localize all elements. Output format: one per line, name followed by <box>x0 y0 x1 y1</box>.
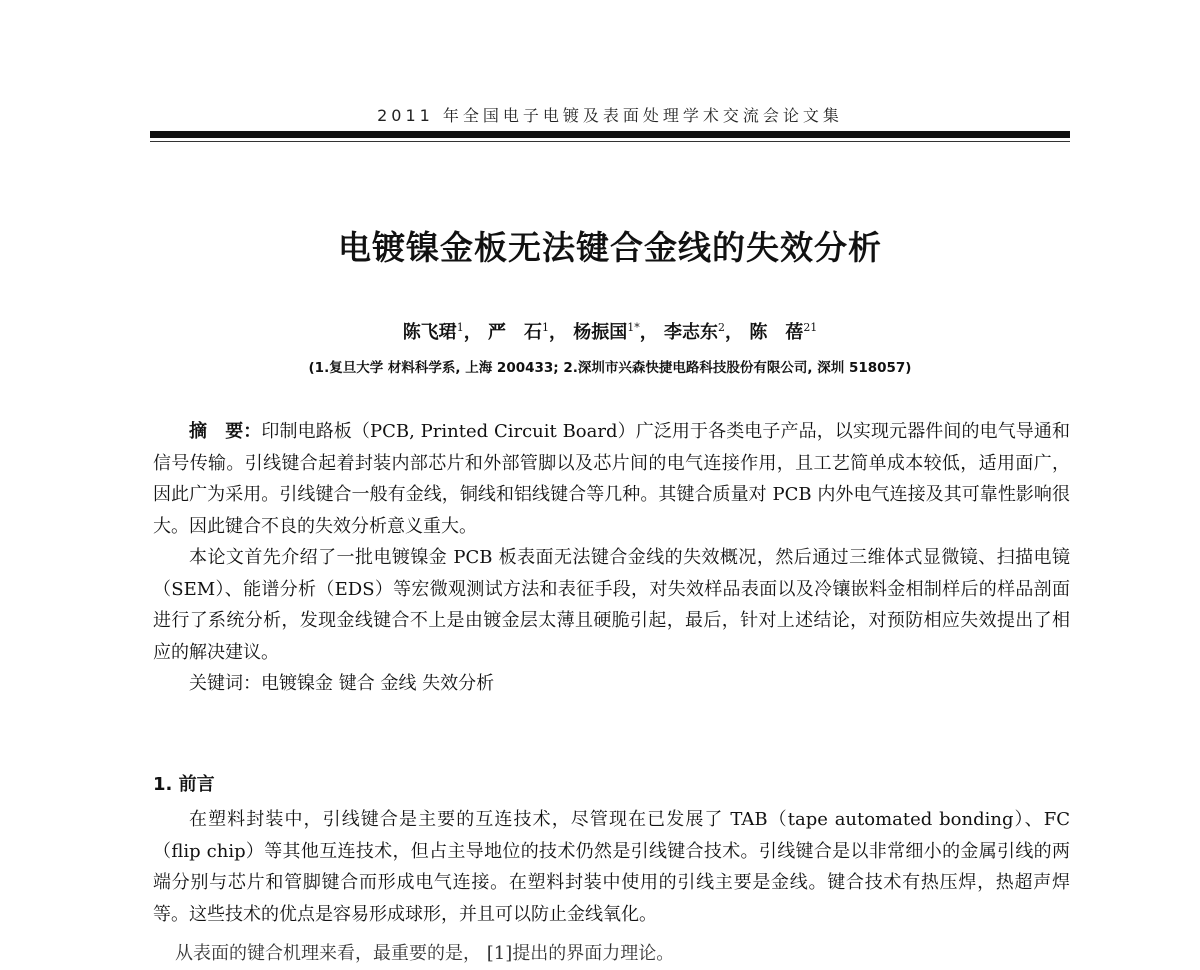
author-affiliation-mark: 1* <box>627 321 640 334</box>
abstract-block <box>153 416 1070 700</box>
author-name: 杨振国 <box>573 322 628 343</box>
author-name: 陈 蓓 <box>749 322 804 343</box>
abstract-paragraph-1 <box>153 416 1070 542</box>
introduction-paragraph-1: 在塑料封装中，引线键合是主要的互连技术，尽管现在已发展了 TAB（tape automated bonding）、FC（flip chip）等其他互连技术，但占主导地位的技术仍然是引线键合技术。引线键合是以非常细小的金属引线的两端分别与芯片和管脚键合而形成电气连接。在塑料封装中使用的引线主要是金线。键合技术有热压焊，热超声焊等。这些技术的优点是容易形成球形，并且可以防止金线氧化。 <box>153 809 1070 925</box>
keywords-text: 电镀镍金 键合 金线 失效分析 <box>261 673 495 694</box>
keywords-label: 关键词： <box>189 673 261 694</box>
author-affiliation-mark: 21 <box>803 321 818 334</box>
abstract-paragraph-2: 本论文首先介绍了一批电镀镍金 PCB 板表面无法键合金线的失效概况，然后通过三维体式显微镜、扫描电镜（SEM）、能谱分析（EDS）等宏微观测试方法和表征手段，对失效样品表面以及冷镶嵌料金相制样后的样品剖面进行了系统分析，发现金线键合不上是由镀金层太薄且硬脆引起，最后，针对上述结论，对预防相应失效提出了相应的解决建议。 <box>153 547 1070 663</box>
keywords-line <box>153 668 1070 700</box>
affiliation-line: (1.复旦大学 材料科学系, 上海 200433; 2.深圳市兴森快捷电路科技股份有限公司, 深圳 518057) <box>308 360 912 376</box>
abstract-text-1: 印制电路板（PCB, Printed Circuit Board）广泛用于各类电子产品，以实现元器件间的电气导通和信号传输。引线键合起着封装内部芯片和外部管脚以及芯片间的电气连接作用，且工艺简单成本较低，适用面广，因此广为采用。引线键合一般有金线，铜线和铝线键合等几种。其键合质量对 PCB 内外电气连接及其可靠性影响很大。因此键合不良的失效分析意义重大。 <box>153 421 1070 537</box>
author-separator: ， <box>725 322 744 343</box>
abstract-label: 摘 要： <box>189 421 262 442</box>
author-affiliation-mark: 2 <box>718 321 726 334</box>
author-name: 陈飞珺 <box>402 322 457 343</box>
introduction-body <box>153 804 1070 930</box>
paper-title: 电镀镍金板无法键合金线的失效分析 <box>338 228 882 267</box>
author-separator: ， <box>639 322 658 343</box>
section-heading-introduction: 1. 前言 <box>153 774 215 795</box>
author-separator: ， <box>463 322 482 343</box>
author-affiliation-mark: 1 <box>541 321 549 334</box>
author-separator: ， <box>548 322 567 343</box>
author-affiliation-mark: 1 <box>456 321 464 334</box>
header-rule-thin <box>150 141 1070 142</box>
running-header: 2011 年全国电子电镀及表面处理学术交流会论文集 <box>377 106 843 125</box>
cutoff-text-line: 从表面的键合机理来看，最重要的是， [1]提出的界面力理论。 <box>175 943 675 964</box>
author-name: 严 石 <box>487 322 542 343</box>
author-list <box>150 318 1070 344</box>
header-rule-thick <box>150 131 1070 138</box>
author-name: 李志东 <box>664 322 719 343</box>
